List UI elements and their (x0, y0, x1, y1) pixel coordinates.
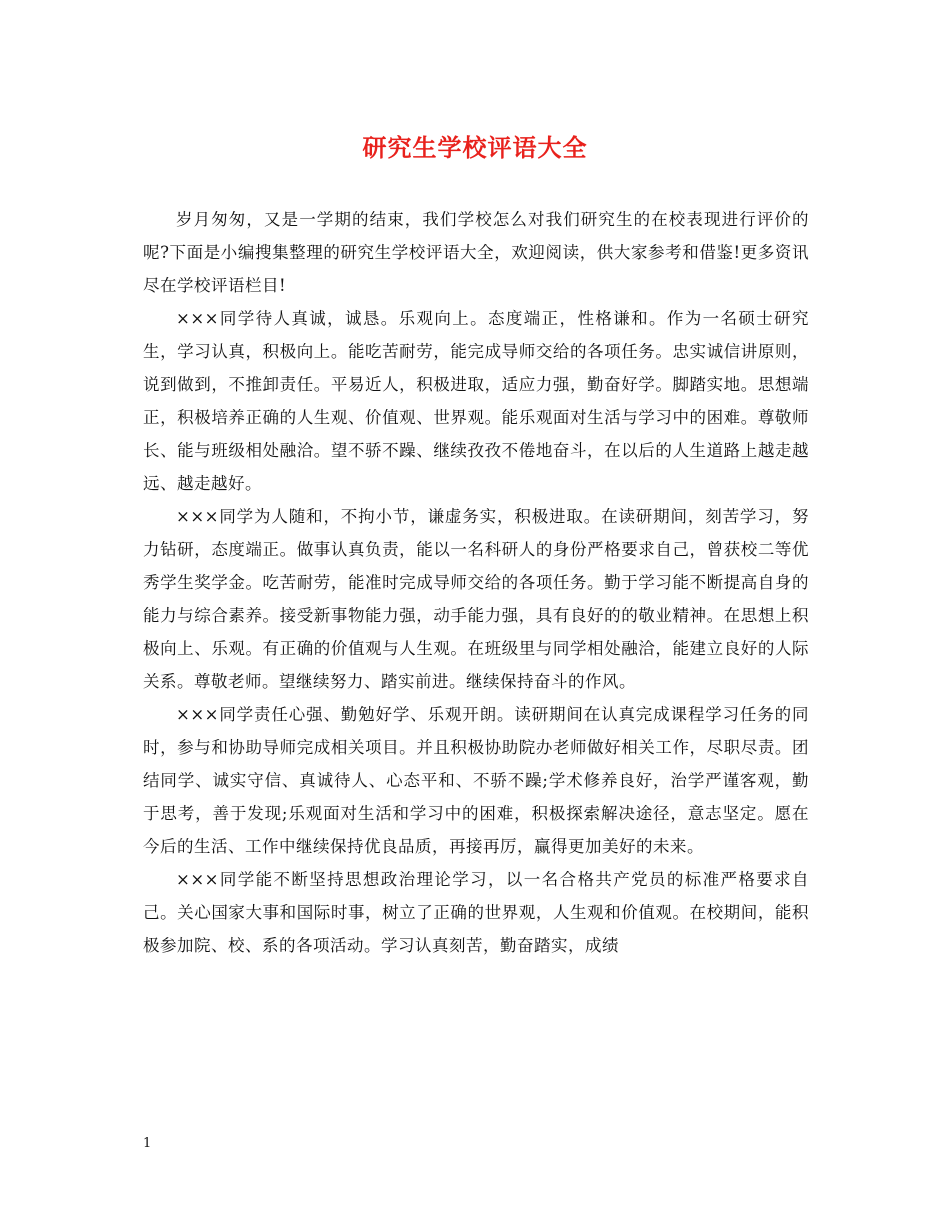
intro-paragraph: 岁月匆匆，又是一学期的结束，我们学校怎么对我们研究生的在校表现进行评价的呢?下面是小编搜集整理的研究生学校评语大全，欢迎阅读，供大家参考和借鉴!更多资讯尽在学校评语栏目! (143, 210, 809, 295)
page-number: 1 (143, 1136, 152, 1151)
comment-paragraph-3: ×××同学责任心强、勤勉好学、乐观开朗。读研期间在认真完成课程学习任务的同时，参与和协助导师完成相关项目。并且积极协助院办老师做好相关工作，尽职尽责。团结同学、诚实守信、真诚待人、心态平和、不骄不躁;学术修养良好，治学严谨客观，勤于思考，善于发现;乐观面对生活和学习中的困难，积极探索解决途径，意志坚定。愿在今后的生活、工作中继续保持优良品质，再接再厉，赢得更加美好的未来。 (143, 705, 809, 856)
document-title: 研究生学校评语大全 (362, 133, 588, 162)
document-body (143, 203, 809, 962)
comment-paragraph-2: ×××同学为人随和，不拘小节，谦虚务实，积极进取。在读研期间，刻苦学习，努力钻研，态度端正。做事认真负责，能以一名科研人的身份严格要求自己，曾获校二等优秀学生奖学金。吃苦耐劳，能准时完成导师交给的各项任务。勤于学习能不断提高自身的能力与综合素养。接受新事物能力强，动手能力强，具有良好的的敬业精神。在思想上积极向上、乐观。有正确的价值观与人生观。在班级里与同学相处融洽，能建立良好的人际关系。尊敬老师。望继续努力、踏实前进。继续保持奋斗的作风。 (143, 507, 809, 691)
comment-paragraph-4: ×××同学能不断坚持思想政治理论学习，以一名合格共产党员的标准严格要求自己。关心国家大事和国际时事，树立了正确的世界观，人生观和价值观。在校期间，能积极参加院、校、系的各项活动。学习认真刻苦，勤奋踏实，成绩 (143, 870, 809, 955)
comment-paragraph-1: ×××同学待人真诚，诚恳。乐观向上。态度端正，性格谦和。作为一名硕士研究生，学习认真，积极向上。能吃苦耐劳，能完成导师交给的各项任务。忠实诚信讲原则，说到做到，不推卸责任。平易近人，积极进取，适应力强，勤奋好学。脚踏实地。思想端正，积极培养正确的人生观、价值观、世界观。能乐观面对生活与学习中的困难。尊敬师长、能与班级相处融洽。望不骄不躁、继续孜孜不倦地奋斗，在以后的人生道路上越走越远、越走越好。 (143, 309, 809, 493)
